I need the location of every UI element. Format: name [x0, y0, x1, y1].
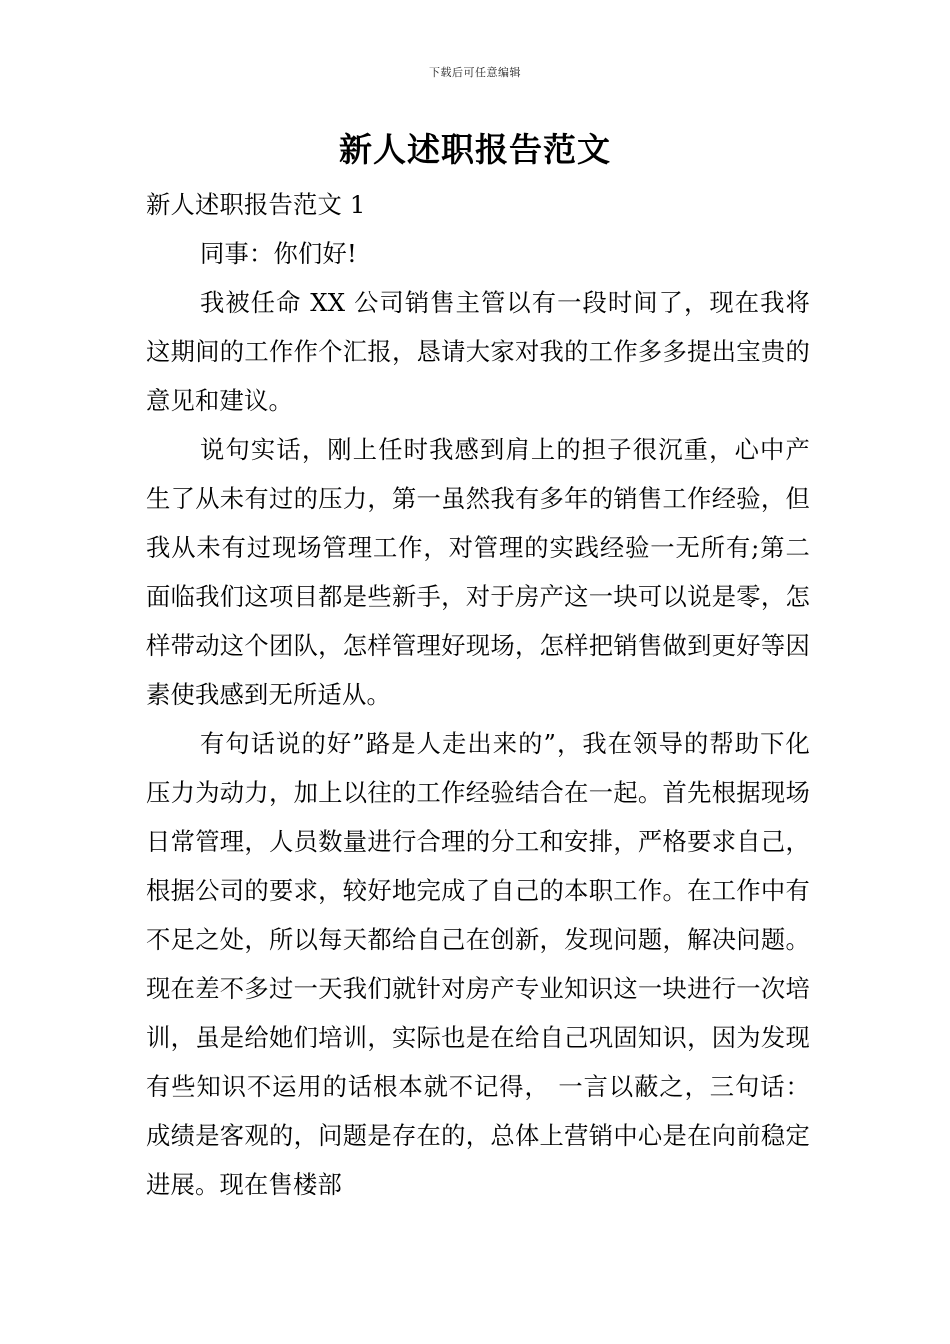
paragraph-greeting: 同事：你们好! [200, 239, 357, 268]
paragraph: 有句话说的好”路是人走出来的”，我在领导的帮助下化压力为动力，加上以往的工作经验结合在一起。首先根据现场日常管理，人员数量进行合理的分工和安排，严格要求自己，根据公司的要求，较好地完成了自己的本职工作。在工作中有不足之处，所以每天都给自己在创新，发现问题，解决问题。现在差不多过一天我们就针对房产专业知识这一块进行一次培训，虽是给她们培训，实际也是在给自己巩固知识，因为发现有些知识不运用的话根本就不记得， 一言以蔽之，三句话：成绩是客观的，问题是存在的，总体上营销中心是在向前稳定进展。现在售楼部 [146, 729, 810, 1199]
section-heading: 新人述职报告范文 1 [146, 190, 366, 219]
paragraph: 我被任命 XX 公司销售主管以有一段时间了，现在我将这期间的工作作个汇报，恳请大家对我的工作多多提出宝贵的意见和建议。 [146, 288, 810, 415]
paragraph: 说句实话，刚上任时我感到肩上的担子很沉重，心中产生了从未有过的压力，第一虽然我有多年的销售工作经验，但我从未有过现场管理工作，对管理的实践经验一无所有;第二面临我们这项目都是些新手，对于房产这一块可以说是零，怎样带动这个团队，怎样管理好现场，怎样把销售做到更好等因素使我感到无所适从。 [146, 435, 810, 709]
header-note: 下载后可任意编辑 [429, 66, 521, 79]
document-title: 新人述职报告范文 [339, 130, 611, 169]
document-body [146, 180, 810, 1209]
